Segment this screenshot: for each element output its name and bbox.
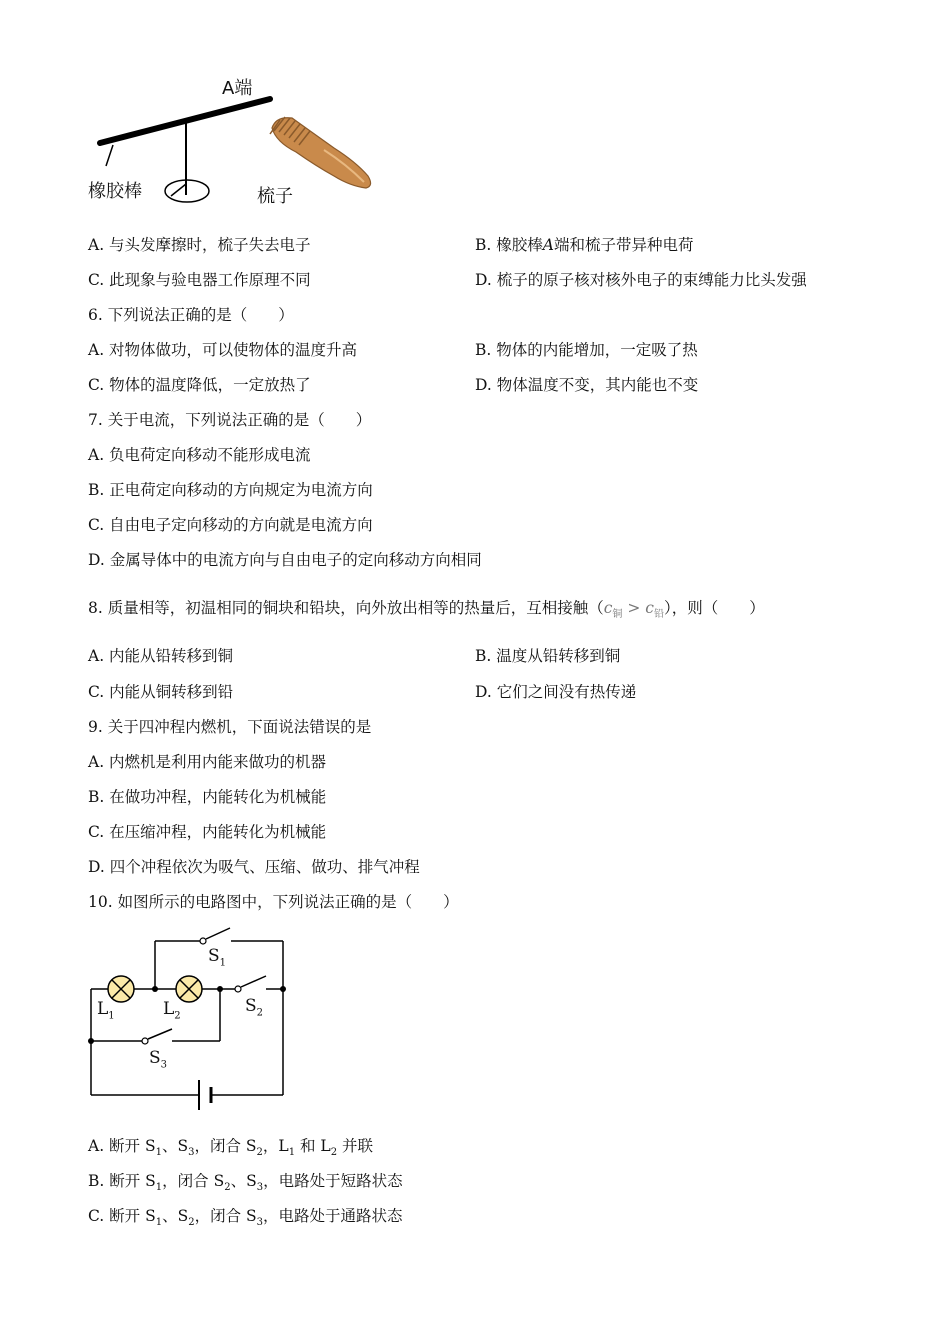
q8-formula-c1: c	[603, 599, 613, 617]
l2-sub: 2	[174, 1010, 181, 1022]
q10c-p4: ，电路处于通路状态	[263, 1207, 403, 1225]
q10a-p3: ，闭合 S	[194, 1137, 257, 1155]
switch-s3-label	[149, 1048, 167, 1075]
q10a-s4: 1	[288, 1147, 296, 1159]
label-rod: 橡胶棒	[88, 181, 142, 202]
q10b-p2: ，闭合 S	[162, 1172, 225, 1190]
lamp-l1-label	[97, 999, 115, 1026]
q10b-p3: 、S	[230, 1172, 257, 1190]
q10a-p6: 并联	[337, 1137, 374, 1155]
switch-s2-label	[245, 996, 263, 1023]
q9-stem: 9. 关于四冲程内燃机，下面说法错误的是	[88, 718, 372, 736]
q6-option-c[interactable]: C. 物体的温度降低，一定放热了	[88, 376, 311, 394]
q6-option-d[interactable]: D. 物体温度不变，其内能也不变	[475, 376, 699, 394]
q10b-s1: 1	[155, 1182, 163, 1194]
q10a-s5: 2	[330, 1147, 338, 1159]
q5-option-b-prefix: B. 橡胶棒	[475, 236, 543, 254]
q10a-p1: A. 断开 S	[88, 1137, 156, 1155]
q10a-p2: 、S	[161, 1137, 189, 1155]
label-comb: 梳子	[257, 186, 293, 207]
q10a-p5: 和 L	[295, 1137, 331, 1155]
q10c-s3: 3	[256, 1217, 264, 1229]
l1-letter: L	[97, 999, 109, 1019]
q10c-p2: 、S	[162, 1207, 189, 1225]
q8-option-d[interactable]: D. 它们之间没有热传递	[475, 683, 637, 701]
q6-stem: 6. 下列说法正确的是（ ）	[88, 306, 294, 324]
q6-option-b[interactable]: B. 物体的内能增加，一定吸了热	[475, 341, 698, 359]
q9-option-d[interactable]: D. 四个冲程依次为吸气、压缩、做功、排气冲程	[88, 858, 420, 876]
q10b-s2: 2	[224, 1182, 231, 1194]
q9-option-a[interactable]: A. 内燃机是利用内能来做功的机器	[88, 753, 327, 771]
q10-option-a[interactable]	[88, 1136, 373, 1163]
q7-option-c[interactable]: C. 自由电子定向移动的方向就是电流方向	[88, 516, 373, 534]
q5-option-c[interactable]: C. 此现象与验电器工作原理不同	[88, 271, 311, 289]
q5-option-d[interactable]: D. 梳子的原子核对核外电子的束缚能力比头发强	[475, 271, 807, 289]
q10a-s1: 1	[155, 1147, 162, 1159]
q10a-s2: 3	[188, 1147, 195, 1159]
q8-option-a[interactable]: A. 内能从铅转移到铜	[88, 647, 234, 665]
q7-option-d[interactable]: D. 金属导体中的电流方向与自由电子的定向移动方向相同	[88, 551, 482, 569]
s2-letter: S	[245, 996, 257, 1016]
q10c-s2: 2	[188, 1217, 195, 1229]
q9-option-c[interactable]: C. 在压缩冲程，内能转化为机械能	[88, 823, 327, 841]
q5-option-a[interactable]: A. 与头发摩擦时，梳子失去电子	[88, 236, 311, 254]
q10-option-b[interactable]	[88, 1171, 403, 1198]
q8-formula-c2: c	[645, 599, 654, 617]
q9-option-b[interactable]: B. 在做功冲程，内能转化为机械能	[88, 788, 327, 806]
q6-option-a[interactable]: A. 对物体做功，可以使物体的温度升高	[88, 341, 358, 359]
q10c-s1: 1	[155, 1217, 163, 1229]
s3-sub: 3	[160, 1059, 168, 1071]
q8-formula-gt: >	[622, 599, 646, 617]
q8-formula-sub1: 铜	[612, 609, 623, 621]
q10-stem: 10. 如图所示的电路图中，下列说法正确的是（ ）	[88, 893, 459, 911]
q5-option-b-suffix: 端和梳子带异种电荷	[553, 236, 694, 254]
s1-letter: S	[208, 946, 220, 966]
q5-option-b-italic: A	[542, 236, 554, 254]
q7-option-b[interactable]: B. 正电荷定向移动的方向规定为电流方向	[88, 481, 373, 499]
s2-sub: 2	[256, 1007, 264, 1019]
q7-option-a[interactable]: A. 负电荷定向移动不能形成电流	[88, 446, 311, 464]
q10-option-c[interactable]	[88, 1206, 403, 1233]
q10b-p1: B. 断开 S	[88, 1172, 156, 1190]
l1-sub: 1	[108, 1010, 115, 1022]
s3-letter: S	[149, 1048, 161, 1068]
q8-stem-suffix: ），则（ ）	[663, 599, 765, 617]
q10b-s3: 3	[256, 1182, 264, 1194]
s1-sub: 1	[219, 957, 227, 969]
q10b-p4: ，电路处于短路状态	[263, 1172, 403, 1190]
q10c-p3: ，闭合 S	[194, 1207, 257, 1225]
q10a-p4: ，L	[262, 1137, 289, 1155]
q10c-p1: C. 断开 S	[88, 1207, 156, 1225]
q10a-s3: 2	[256, 1147, 263, 1159]
label-a-end: A端	[222, 78, 253, 99]
lamp-l2-label	[163, 999, 181, 1026]
q8-option-c[interactable]: C. 内能从铜转移到铅	[88, 683, 234, 701]
q8-stem-prefix: 8. 质量相等，初温相同的铜块和铅块，向外放出相等的热量后，互相接触（	[88, 599, 604, 617]
switch-s1-label	[208, 946, 226, 973]
l2-letter: L	[163, 999, 175, 1019]
q8-formula-sub2: 铅	[653, 609, 664, 621]
q7-stem: 7. 关于电流，下列说法正确的是（ ）	[88, 411, 372, 429]
q8-option-b[interactable]: B. 温度从铅转移到铜	[475, 647, 621, 665]
